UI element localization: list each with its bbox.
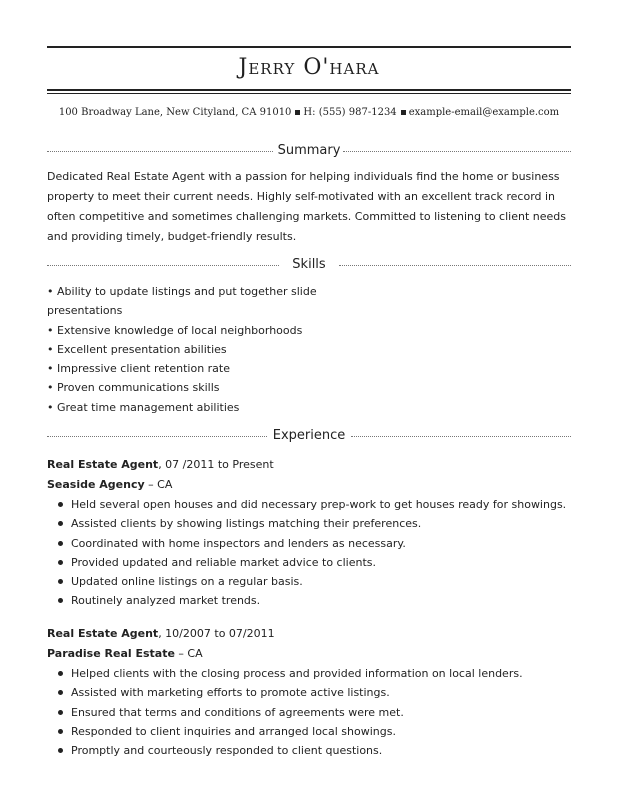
contact-email: example-email@example.com — [408, 107, 560, 118]
contact-phone: H: (555) 987-1234 — [303, 107, 397, 118]
job-company: Paradise Real Estate — [47, 647, 175, 660]
job-bullet: Ensured that terms and conditions of agreements were met. — [47, 703, 571, 722]
experience-title: Experience — [269, 427, 350, 445]
experience-section-header — [47, 427, 571, 445]
job-bullet: Updated online listings on a regular basis. — [47, 572, 571, 591]
header-bottom-rule — [47, 89, 571, 91]
skill-item: • Great time management abilities — [47, 398, 337, 417]
job-bullet: Held several open houses and did necessary prep-work to get houses ready for showings. — [47, 495, 571, 514]
summary-section-header — [47, 142, 571, 160]
job-dates: , 10/2007 to 07/2011 — [158, 627, 275, 640]
skills-section-header — [47, 256, 571, 274]
skill-item: • Ability to update listings and put together slide presentations — [47, 282, 337, 321]
section-divider-left — [47, 265, 279, 266]
job-entry — [47, 455, 571, 611]
job-bullet: Coordinated with home inspectors and lenders as necessary. — [47, 534, 571, 553]
section-divider-left — [47, 151, 275, 152]
job-bullet: Promptly and courteously responded to client questions. — [47, 741, 571, 760]
skills-list — [47, 282, 337, 417]
job-bullet: Helped clients with the closing process and provided information on local lenders. — [47, 664, 571, 683]
job-company-line — [47, 644, 571, 664]
separator-square-icon — [295, 110, 300, 115]
job-bullets — [47, 664, 571, 760]
job-location: – CA — [144, 478, 173, 491]
job-bullets — [47, 495, 571, 611]
contact-address: 100 Broadway Lane, New Cityland, CA 91010 — [58, 107, 292, 118]
contact-line — [47, 105, 571, 120]
job-bullet: Assisted clients by showing listings matching their preferences. — [47, 514, 571, 533]
section-divider-right — [343, 151, 571, 152]
job-bullet: Responded to client inquiries and arranged local showings. — [47, 722, 571, 741]
skill-item: • Excellent presentation abilities — [47, 340, 337, 359]
job-bullet: Provided updated and reliable market advice to clients. — [47, 553, 571, 572]
candidate-name: Jerry O'hara — [238, 55, 380, 80]
summary-title: Summary — [274, 142, 345, 160]
job-dates: , 07 /2011 to Present — [158, 458, 274, 471]
section-divider-right — [339, 265, 571, 266]
skills-title: Skills — [288, 256, 329, 274]
job-title-line — [47, 624, 571, 644]
job-bullet: Assisted with marketing efforts to promote active listings. — [47, 683, 571, 702]
summary-text: Dedicated Real Estate Agent with a passion for helping individuals find the home or business property to meet their current needs. Highly self-motivated with an excellent track record in often competitive and sometimes challenging markets. Committed to listening to client needs and providing timely, budget-friendly results. — [47, 170, 566, 243]
skill-item: • Proven communications skills — [47, 378, 337, 397]
header-top-rule — [47, 46, 571, 48]
job-title: Real Estate Agent — [47, 627, 159, 640]
job-company-line — [47, 475, 571, 495]
section-divider-right — [351, 436, 571, 437]
job-company: Seaside Agency — [47, 478, 145, 491]
job-title-line — [47, 455, 571, 475]
job-bullet: Routinely analyzed market trends. — [47, 591, 571, 610]
job-title: Real Estate Agent — [47, 458, 159, 471]
separator-square-icon — [401, 110, 406, 115]
section-divider-left — [47, 436, 267, 437]
skill-item: • Extensive knowledge of local neighborhoods — [47, 321, 337, 340]
job-entry — [47, 624, 571, 760]
skill-item: • Impressive client retention rate — [47, 359, 337, 378]
job-location: – CA — [174, 647, 203, 660]
header-bottom-rule-thin — [47, 93, 571, 94]
